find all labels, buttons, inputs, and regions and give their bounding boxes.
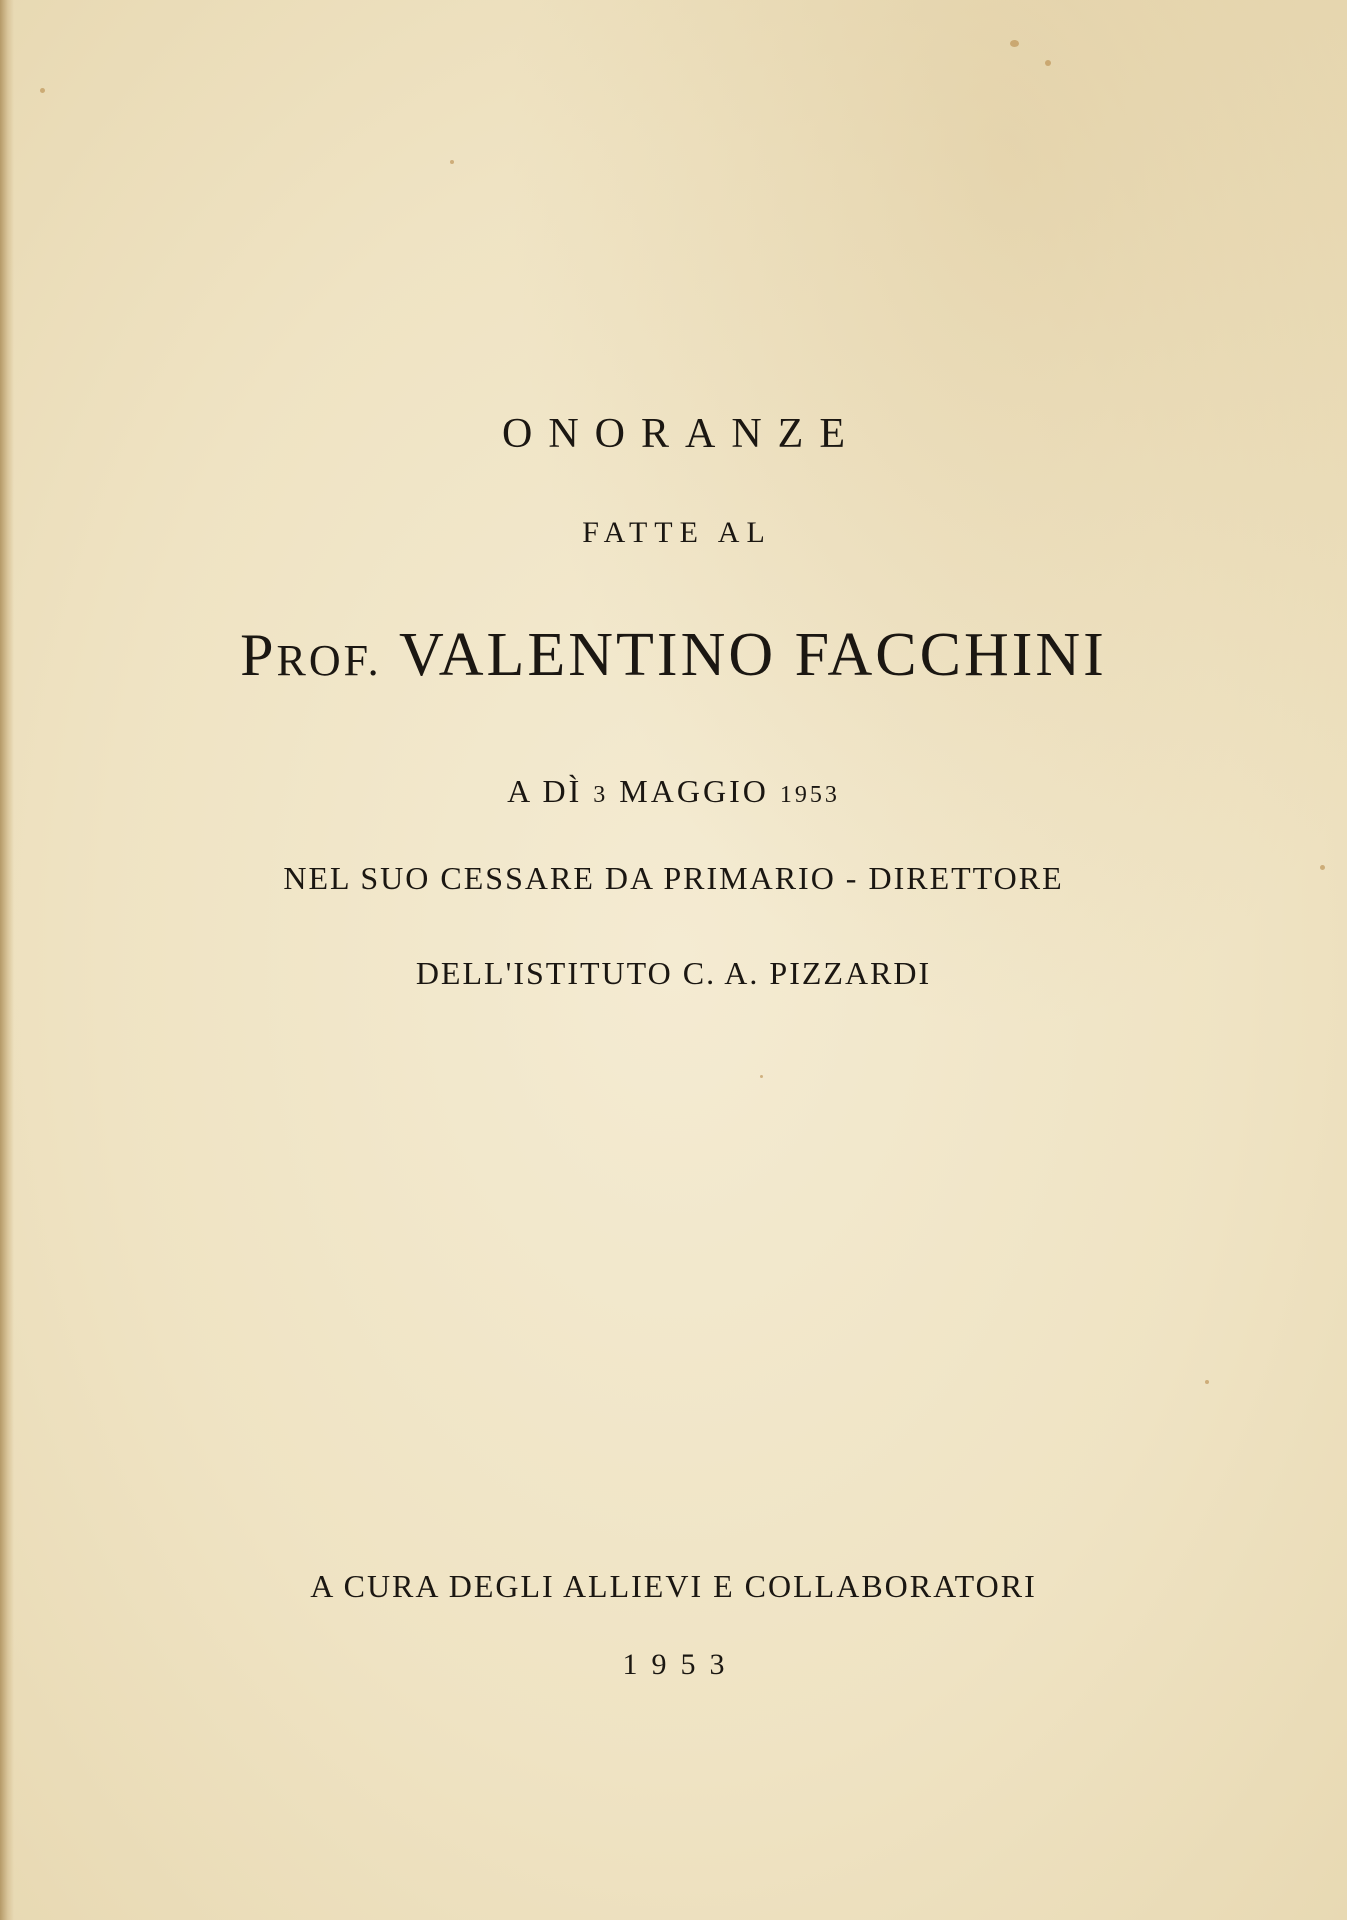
- paper-speck: [450, 160, 454, 164]
- occasion-line: NEL SUO CESSARE DA PRIMARIO - DIRETTORE: [283, 860, 1064, 896]
- paper-speck: [1205, 1380, 1209, 1384]
- title-initial: P: [240, 622, 277, 688]
- name-text: VALENTINO FACCHINI: [398, 621, 1107, 689]
- subheading-fatte-al: FATTE AL: [582, 516, 772, 549]
- date-prefix: A DÌ: [507, 773, 583, 809]
- editors-line: A CURA DEGLI ALLIEVI E COLLABORATORI: [310, 1568, 1037, 1604]
- title-rest: ROF.: [276, 636, 382, 685]
- institute-line: DELL'ISTITUTO C. A. PIZZARDI: [415, 955, 932, 991]
- date-month: MAGGIO: [619, 773, 769, 809]
- honoree-name: [0, 620, 1347, 691]
- paper-speck: [40, 88, 45, 93]
- publication-year: 1953: [622, 1648, 739, 1681]
- date-day: 3: [593, 782, 609, 808]
- heading-onoranze: ONORANZE: [502, 411, 861, 457]
- event-date: [0, 773, 1347, 810]
- date-year: 1953: [779, 782, 840, 808]
- paper-speck: [1045, 60, 1051, 66]
- paper-speck: [760, 1075, 763, 1078]
- paper-speck: [1010, 40, 1019, 47]
